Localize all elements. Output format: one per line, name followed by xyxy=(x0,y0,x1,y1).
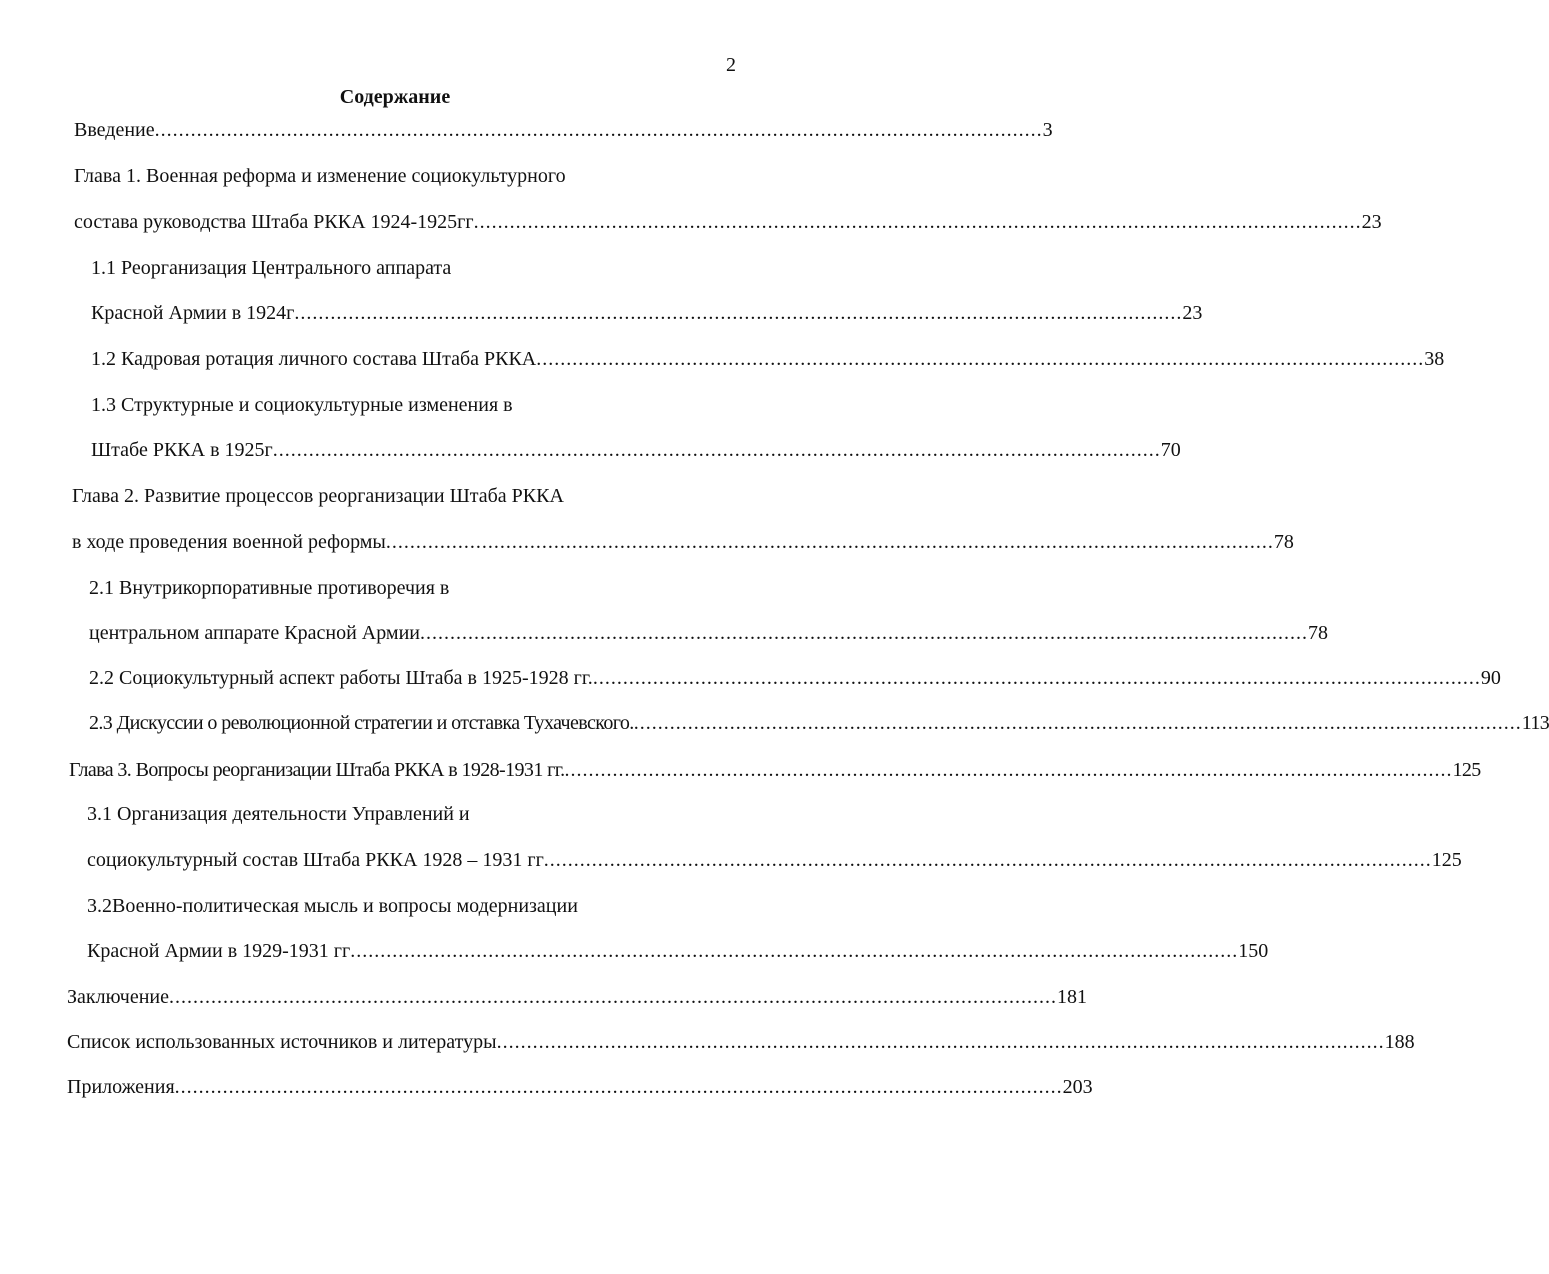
toc-entry-page: 181 xyxy=(1057,986,1087,1008)
toc-leader-dots: .................................................................................................................................................... xyxy=(543,849,1432,871)
toc-leader-dots: .................................................................................................................................................... xyxy=(154,119,1043,141)
toc-entry-chapter-3 xyxy=(69,758,1481,782)
toc-entry-page: 188 xyxy=(1384,1031,1415,1053)
toc-entry-text: Введение xyxy=(74,119,155,141)
toc-leader-dots: .................................................................................................................................................... xyxy=(272,439,1161,461)
toc-entry-page: 3 xyxy=(1042,119,1053,141)
toc-entry-chapter-1 xyxy=(74,164,566,188)
toc-entry-text: Красной Армии в 1924г xyxy=(91,302,295,324)
toc-entry-text: Штабе РККА в 1925г xyxy=(91,439,273,461)
toc-leader-dots: .................................................................................................................................................... xyxy=(169,986,1057,1008)
toc-entry-conclusion xyxy=(67,985,1087,1009)
page-number: 2 xyxy=(726,54,736,76)
toc-entry-section-1-3 xyxy=(91,393,513,417)
toc-entry-text: 1.1 Реорганизация Центрального аппарата xyxy=(91,257,452,279)
toc-entry-text: Глава 1. Военная реформа и изменение социокультурного xyxy=(74,165,566,187)
toc-leader-dots: .................................................................................................................................................... xyxy=(294,302,1183,324)
toc-entry-text: Глава 3. Вопросы реорганизации Штаба РККА в 1928-1931 гг. xyxy=(69,759,565,781)
toc-leader-dots: .................................................................................................................................................... xyxy=(592,667,1481,689)
toc-entry-section-3-2-cont xyxy=(87,939,1269,963)
toc-title: Содержание xyxy=(339,86,451,108)
toc-entry-text: Заключение xyxy=(67,986,169,1008)
toc-entry-text: 1.3 Структурные и социокультурные изменения в xyxy=(91,394,513,416)
toc-entry-page: 203 xyxy=(1062,1076,1093,1098)
toc-leader-dots: .................................................................................................................................................... xyxy=(419,622,1308,644)
toc-entry-introduction xyxy=(74,118,1053,142)
toc-entry-section-2-2 xyxy=(89,666,1501,690)
toc-entry-section-1-1 xyxy=(91,256,451,280)
toc-entry-page: 125 xyxy=(1431,849,1462,871)
toc-entry-page: 90 xyxy=(1480,667,1501,689)
toc-entry-section-2-3 xyxy=(89,711,1549,735)
toc-entry-section-3-2 xyxy=(87,894,578,918)
toc-leader-dots: .................................................................................................................................................... xyxy=(174,1076,1063,1098)
toc-entry-text: 3.1 Организация деятельности Управлений и xyxy=(87,803,470,825)
toc-entry-page: 125 xyxy=(1452,759,1481,781)
toc-leader-dots: .................................................................................................................................................... xyxy=(564,759,1453,781)
toc-entry-text: 2.1 Внутрикорпоративные противоречия в xyxy=(89,577,450,599)
toc-entry-section-2-1 xyxy=(89,576,449,600)
toc-entry-page: 70 xyxy=(1160,439,1181,461)
toc-entry-text: состава руководства Штаба РККА 1924-1925гг xyxy=(74,211,474,233)
toc-entry-appendices xyxy=(67,1075,1093,1099)
toc-entry-page: 150 xyxy=(1238,940,1269,962)
toc-leader-dots: .................................................................................................................................................... xyxy=(496,1031,1385,1053)
toc-entry-text: Приложения xyxy=(67,1076,175,1098)
toc-entry-section-2-1-cont xyxy=(89,621,1328,645)
toc-entry-text: центральном аппарате Красной Армии xyxy=(89,622,420,644)
toc-entry-section-1-2 xyxy=(91,347,1445,371)
toc-entry-text: 3.2Военно-политическая мысль и вопросы модернизации xyxy=(87,895,578,917)
toc-entry-text: Список использованных источников и литературы xyxy=(67,1031,497,1053)
toc-entry-chapter-2 xyxy=(72,484,564,508)
toc-entry-chapter-2-cont xyxy=(72,530,1294,554)
toc-entry-page: 23 xyxy=(1182,302,1203,324)
toc-entry-page: 38 xyxy=(1424,348,1445,370)
toc-entry-text: 1.2 Кадровая ротация личного состава Штаба РККА xyxy=(91,348,537,370)
toc-leader-dots: .................................................................................................................................................... xyxy=(536,348,1425,370)
toc-entry-text: 2.2 Социокультурный аспект работы Штаба в 1925-1928 гг. xyxy=(89,667,593,689)
toc-entry-section-3-1-cont xyxy=(87,848,1462,872)
toc-leader-dots: .................................................................................................................................................... xyxy=(385,531,1274,553)
toc-entry-section-1-3-cont xyxy=(91,438,1181,462)
toc-entry-text: 2.3 Дискуссии о революционной стратегии и отставка Тухачевского. xyxy=(89,712,634,734)
toc-entry-text: Красной Армии в 1929-1931 гг xyxy=(87,940,351,962)
toc-leader-dots: .................................................................................................................................................... xyxy=(633,712,1522,734)
toc-entry-section-3-1 xyxy=(87,802,470,826)
toc-entry-text: в ходе проведения военной реформы xyxy=(72,531,386,553)
toc-entry-section-1-1-cont xyxy=(91,301,1203,325)
toc-entry-page: 23 xyxy=(1361,211,1382,233)
toc-entry-page: 78 xyxy=(1273,531,1294,553)
toc-entry-chapter-1-cont xyxy=(74,210,1382,234)
toc-entry-page: 113 xyxy=(1521,712,1549,734)
toc-entry-page: 78 xyxy=(1307,622,1328,644)
toc-leader-dots: .................................................................................................................................................... xyxy=(473,211,1362,233)
toc-leader-dots: .................................................................................................................................................... xyxy=(350,940,1239,962)
toc-entry-text: Глава 2. Развитие процессов реорганизации Штаба РККА xyxy=(72,485,564,507)
toc-entry-bibliography xyxy=(67,1030,1415,1054)
toc-entry-text: социокультурный состав Штаба РККА 1928 – 1931 гг xyxy=(87,849,544,871)
